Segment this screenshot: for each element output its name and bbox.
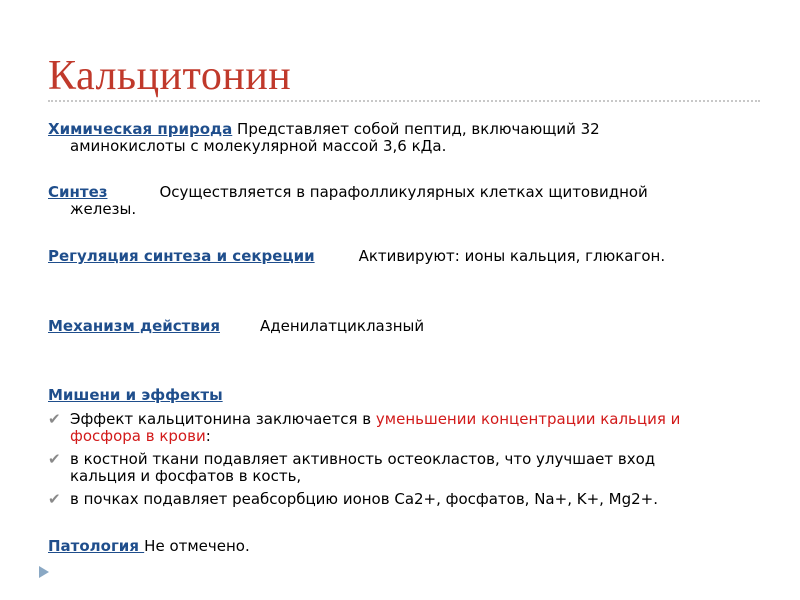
- heading-pathology[interactable]: Патология: [48, 537, 145, 555]
- synthesis-text-1: Осуществляется в парафолликулярных клетках щитовидной: [159, 183, 648, 201]
- heading-synthesis[interactable]: Синтез: [48, 183, 108, 201]
- section-regulation: [48, 248, 748, 265]
- bullet-2-line-2: кальция и фосфатов в кость,: [70, 467, 302, 485]
- section-mechanism: [48, 318, 748, 335]
- bullet-3-line-1: в почках подавляет реабсорбцию ионов Ca2+, фосфатов, Na+, K+, Mg2+.: [70, 490, 659, 508]
- pathology-text: Не отмечено.: [144, 537, 250, 555]
- checkmark-icon: ✔: [48, 490, 61, 508]
- slide-title: Кальцитонин: [48, 53, 292, 99]
- synthesis-text-2: железы.: [70, 200, 137, 218]
- section-targets: [48, 387, 748, 404]
- next-slide-arrow-icon[interactable]: [39, 566, 49, 578]
- title-divider: [48, 100, 760, 102]
- checkmark-icon: ✔: [48, 450, 61, 468]
- regulation-text: Активируют: ионы кальция, глюкагон.: [358, 247, 666, 265]
- bullet-2-line-1: в костной ткани подавляет активность остеокластов, что улучшает вход: [70, 450, 656, 468]
- bullet-1-highlight-2: фосфора в крови: [70, 427, 206, 445]
- chemical-nature-text-1: Представляет собой пептид, включающий 32: [232, 120, 600, 138]
- chemical-nature-text-2: аминокислоты с молекулярной массой 3,6 кДа.: [70, 137, 447, 155]
- bullet-1-text-b: :: [205, 427, 211, 445]
- mechanism-text: Аденилатциклазный: [260, 317, 425, 335]
- bullet-1-highlight-1: уменьшении концентрации кальция и: [375, 410, 681, 428]
- list-item: [48, 451, 748, 485]
- checkmark-icon: ✔: [48, 410, 61, 428]
- section-pathology: [48, 538, 748, 555]
- heading-mechanism[interactable]: Механизм действия: [48, 317, 220, 335]
- heading-targets[interactable]: Мишени и эффекты: [48, 386, 223, 404]
- heading-regulation[interactable]: Регуляция синтеза и секреции: [48, 247, 315, 265]
- section-synthesis: [48, 184, 748, 218]
- heading-chemical-nature[interactable]: Химическая природа: [48, 120, 233, 138]
- list-item: [48, 411, 748, 445]
- bullet-1-text-a: Эффект кальцитонина заключается в: [70, 410, 376, 428]
- list-item: [48, 491, 748, 508]
- section-chemical-nature: [48, 121, 748, 155]
